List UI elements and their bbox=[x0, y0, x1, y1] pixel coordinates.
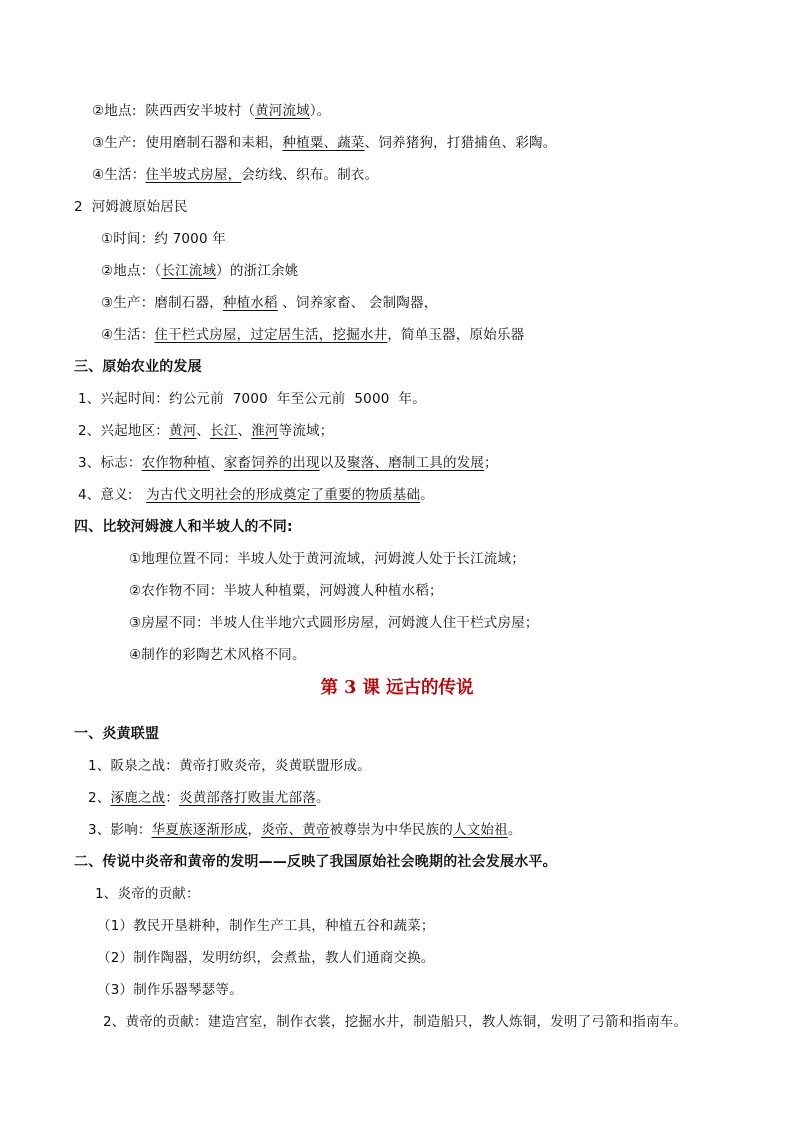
text-line bbox=[78, 389, 426, 409]
text-segment: ④生活： bbox=[92, 167, 146, 183]
text-segment: （3）制作乐器琴瑟等。 bbox=[97, 982, 243, 998]
text-line bbox=[129, 581, 443, 601]
text-line bbox=[129, 645, 306, 665]
text-line bbox=[78, 485, 434, 505]
text-segment: ）。 bbox=[309, 103, 331, 119]
text-segment: 1、炎帝的贡献： bbox=[95, 886, 200, 902]
text-line bbox=[129, 549, 525, 569]
text-segment: ②地点：（ bbox=[101, 263, 162, 279]
text-segment: ： bbox=[165, 790, 180, 806]
text-line bbox=[92, 101, 331, 121]
text-segment: ， bbox=[247, 822, 262, 838]
text-segment: 2 河姆渡原始居民 bbox=[74, 199, 188, 215]
lesson-title: 第 3 课 远古的传说 bbox=[320, 678, 474, 698]
text-segment: ，简单玉器，原始乐器 bbox=[387, 327, 525, 343]
text-segment: 三、原始农业的发展 bbox=[74, 359, 202, 375]
text-segment: 、饲养家畜、 会制陶器， bbox=[277, 295, 438, 311]
underlined-text: 聚落、磨制工具的发展 bbox=[347, 455, 485, 471]
text-segment: 、 bbox=[196, 423, 211, 439]
text-line bbox=[88, 756, 371, 776]
underlined-text: 淮河 bbox=[251, 423, 279, 439]
text-segment: 等流域； bbox=[278, 423, 334, 439]
text-segment: 2、兴起地区： bbox=[78, 423, 169, 439]
text-segment: （1）教民开垦耕种，制作生产工具，种植五谷和蔬菜； bbox=[97, 918, 435, 934]
text-line bbox=[101, 261, 298, 281]
text-segment: （2）制作陶器，发明纺织，会煮盐，教人们通商交换。 bbox=[97, 950, 435, 966]
text-segment: 。 bbox=[316, 790, 330, 806]
underlined-text: 家畜饲养的出现 bbox=[223, 455, 320, 471]
underlined-text: 为古代文明社会的形成奠定了重要的物质基础 bbox=[146, 487, 421, 503]
text-line bbox=[88, 788, 330, 808]
text-segment: ①时间：约 7000 年 bbox=[101, 231, 226, 247]
text-line bbox=[97, 948, 435, 968]
underlined-text: 住干栏式房屋，过定居生活，挖掘水井 bbox=[154, 327, 388, 343]
underlined-text: 炎黄部落打败蚩尤部落 bbox=[179, 790, 317, 806]
text-segment: 。 bbox=[420, 487, 434, 503]
underlined-text: 农作物种植 bbox=[141, 455, 211, 471]
text-segment: ②地点: 陕西西安半坡村（ bbox=[92, 103, 256, 119]
text-line bbox=[97, 980, 243, 1000]
text-segment: ； bbox=[484, 455, 498, 471]
text-segment: 3、标志： bbox=[78, 455, 142, 471]
text-line bbox=[97, 916, 435, 936]
text-segment: ④制作的彩陶艺术风格不同。 bbox=[129, 647, 306, 663]
text-line bbox=[78, 453, 498, 473]
text-line bbox=[103, 1012, 687, 1032]
text-segment: 、 bbox=[210, 455, 224, 471]
text-line bbox=[88, 820, 522, 840]
text-line bbox=[92, 165, 378, 185]
section-heading bbox=[74, 517, 293, 537]
text-segment: ③生产：磨制石器， bbox=[101, 295, 223, 311]
underlined-text: 黄河流域 bbox=[255, 103, 310, 119]
text-line bbox=[95, 884, 200, 904]
text-line bbox=[74, 197, 188, 217]
text-segment: 2、 bbox=[88, 790, 111, 806]
text-segment: ③房屋不同：半坡人住半地穴式圆形房屋，河姆渡人住干栏式房屋； bbox=[129, 615, 539, 631]
text-segment: 4、意义: bbox=[78, 487, 147, 503]
underlined-text: 住半坡式房屋， bbox=[145, 167, 242, 183]
text-segment: 1、阪泉之战：黄帝打败炎帝，炎黄联盟形成。 bbox=[88, 758, 371, 774]
section-heading bbox=[74, 852, 557, 872]
text-line bbox=[101, 325, 524, 345]
text-segment: ③生产: 使用磨制石器和耒耜， bbox=[92, 135, 283, 151]
text-segment: ）的浙江余姚 bbox=[216, 263, 299, 279]
text-segment: 二、传说中炎帝和黄帝的发明——反映了我国原始社会晚期的社会发展水平。 bbox=[74, 854, 557, 870]
section-heading bbox=[74, 357, 202, 377]
text-segment: 以及 bbox=[319, 455, 348, 471]
underlined-text: 黄河 bbox=[169, 423, 197, 439]
text-line bbox=[101, 293, 437, 313]
underlined-text: 人文始祖 bbox=[453, 822, 508, 838]
text-segment: 会纺线、织布。制衣。 bbox=[241, 167, 379, 183]
text-segment: 1、兴起时间：约公元前 7000 年至公元前 5000 年。 bbox=[78, 391, 426, 407]
text-segment: 、饲养猪狗，打猎捕鱼、彩陶。 bbox=[364, 135, 557, 151]
text-segment: 一、炎黄联盟 bbox=[74, 726, 160, 742]
text-line bbox=[101, 229, 226, 249]
underlined-text: 炎帝、黄帝 bbox=[261, 822, 330, 838]
underlined-text: 华夏族逐渐形成 bbox=[151, 822, 248, 838]
text-segment: 3、影响： bbox=[88, 822, 152, 838]
underlined-text: 种植粟、蔬菜 bbox=[282, 135, 365, 151]
text-line bbox=[92, 133, 556, 153]
underlined-text: 长江流域 bbox=[161, 263, 217, 279]
section-heading bbox=[74, 724, 159, 744]
text-segment: 。 bbox=[507, 822, 522, 838]
text-segment: 被尊崇为中华民族的 bbox=[329, 822, 454, 838]
underlined-text: 长江 bbox=[210, 423, 238, 439]
text-segment: 、 bbox=[237, 423, 252, 439]
text-line bbox=[78, 421, 333, 441]
text-segment: ④生活： bbox=[101, 327, 155, 343]
underlined-text: 涿鹿之战 bbox=[110, 790, 166, 806]
text-segment: ②农作物不同：半坡人种植粟，河姆渡人种植水稻； bbox=[129, 583, 443, 599]
underlined-text: 种植水稻 bbox=[222, 295, 278, 311]
text-line bbox=[129, 613, 539, 633]
text-segment: 2、黄帝的贡献：建造宫室，制作衣裳，挖掘水井，制造船只，教人炼铜，发明了弓箭和指南车。 bbox=[103, 1014, 688, 1030]
text-segment: 四、比较河姆渡人和半坡人的不同: bbox=[74, 519, 293, 535]
text-segment: ①地理位置不同：半坡人处于黄河流域，河姆渡人处于长江流域； bbox=[129, 551, 525, 567]
